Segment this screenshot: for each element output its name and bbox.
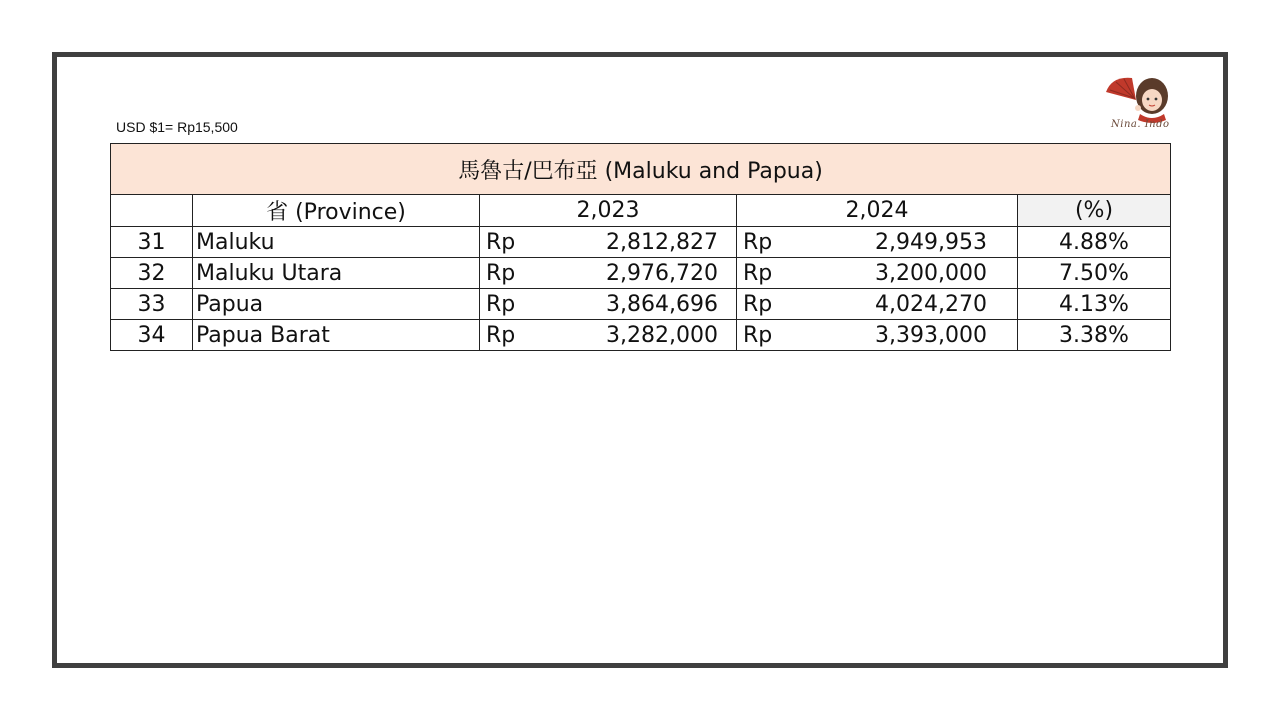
row-number: 33: [111, 289, 193, 320]
wage-2024-cell: [737, 320, 1018, 351]
currency-label: Rp: [743, 291, 773, 317]
percent-change: 3.38%: [1018, 320, 1171, 351]
header-2023: 2,023: [480, 195, 737, 227]
wage-2024-cell: [737, 258, 1018, 289]
wage-2023-cell: [480, 227, 737, 258]
wage-2024-value: 3,393,000: [875, 322, 987, 348]
wage-2024-cell: [737, 289, 1018, 320]
row-number: 34: [111, 320, 193, 351]
province-name: Papua Barat: [193, 320, 480, 351]
wage-2023-value: 2,812,827: [606, 229, 718, 255]
table-row: [111, 227, 1171, 258]
table-row: [111, 320, 1171, 351]
currency-label: Rp: [486, 260, 516, 286]
currency-label: Rp: [743, 322, 773, 348]
wage-2024-value: 2,949,953: [875, 229, 987, 255]
header-percent: (%): [1018, 195, 1171, 227]
wage-2023-value: 2,976,720: [606, 260, 718, 286]
wage-2024-cell: [737, 227, 1018, 258]
percent-change: 4.88%: [1018, 227, 1171, 258]
minimum-wage-table: [110, 143, 1171, 351]
currency-label: Rp: [486, 291, 516, 317]
wage-2023-value: 3,282,000: [606, 322, 718, 348]
percent-change: 4.13%: [1018, 289, 1171, 320]
table-title: 馬魯古/巴布亞 (Maluku and Papua): [111, 144, 1171, 195]
row-number: 31: [111, 227, 193, 258]
row-number: 32: [111, 258, 193, 289]
header-no: [111, 195, 193, 227]
exchange-rate-note: USD $1= Rp15,500: [116, 119, 238, 135]
wage-2023-cell: [480, 289, 737, 320]
currency-label: Rp: [743, 229, 773, 255]
currency-label: Rp: [743, 260, 773, 286]
table-row: [111, 289, 1171, 320]
header-province: 省 (Province): [193, 195, 480, 227]
province-name: Papua: [193, 289, 480, 320]
wage-2024-value: 4,024,270: [875, 291, 987, 317]
table-row: [111, 258, 1171, 289]
wage-2023-cell: [480, 320, 737, 351]
logo-text: Nina. Indo: [1111, 119, 1170, 130]
table-title-row: [111, 144, 1171, 195]
table-header-row: [111, 195, 1171, 227]
wage-2023-cell: [480, 258, 737, 289]
wage-2023-value: 3,864,696: [606, 291, 718, 317]
wage-2024-value: 3,200,000: [875, 260, 987, 286]
percent-change: 7.50%: [1018, 258, 1171, 289]
currency-label: Rp: [486, 229, 516, 255]
currency-label: Rp: [486, 322, 516, 348]
province-name: Maluku: [193, 227, 480, 258]
header-2024: 2,024: [737, 195, 1018, 227]
province-name: Maluku Utara: [193, 258, 480, 289]
